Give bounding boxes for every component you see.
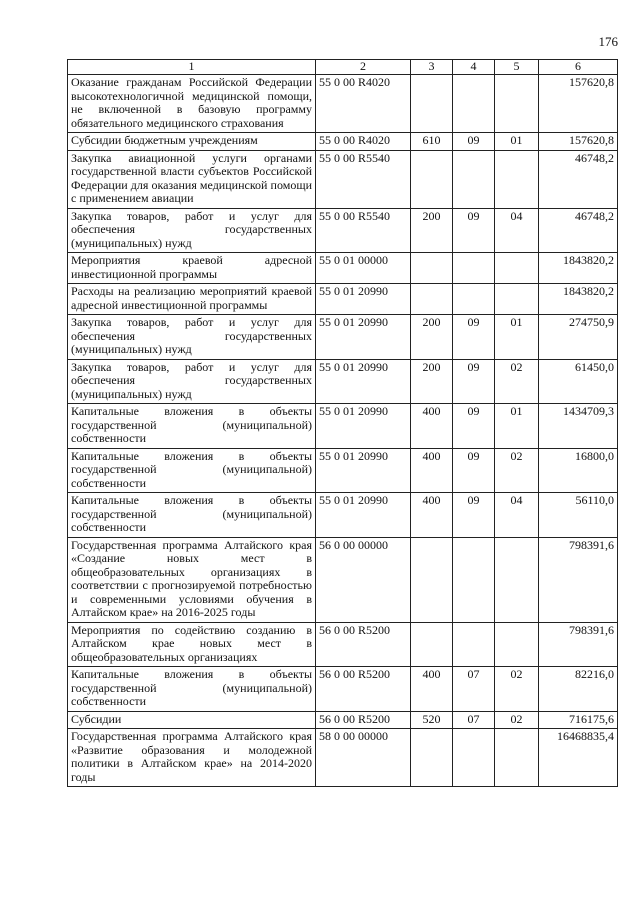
row-amount-cell: 1843820,2 [539, 253, 618, 284]
row-expense-type-cell: 200 [411, 208, 453, 253]
row-amount-cell: 798391,6 [539, 622, 618, 667]
row-code-cell: 56 0 00 00000 [316, 537, 411, 622]
row-name-cell: Государственная программа Алтайского края «Развитие образования и молодежной политики в Алтайском крае» на 2014-2020 годы [68, 729, 316, 787]
table-row [68, 404, 618, 449]
row-section-cell: 07 [453, 667, 495, 712]
row-subsection-cell: 01 [495, 133, 539, 151]
row-code-cell: 55 0 00 R5540 [316, 150, 411, 208]
row-expense-type-cell [411, 729, 453, 787]
table-row [68, 711, 618, 729]
table-row [68, 253, 618, 284]
row-name-cell: Мероприятия по содействию созданию в Алтайском крае новых мест в общеобразовательных организациях [68, 622, 316, 667]
row-amount-cell: 274750,9 [539, 315, 618, 360]
row-section-cell [453, 75, 495, 133]
column-header: 2 [316, 60, 411, 75]
column-header: 1 [68, 60, 316, 75]
table-row [68, 493, 618, 538]
row-amount-cell: 61450,0 [539, 359, 618, 404]
row-expense-type-cell: 200 [411, 359, 453, 404]
row-code-cell: 55 0 00 R5540 [316, 208, 411, 253]
row-section-cell [453, 284, 495, 315]
row-name-cell: Закупка товаров, работ и услуг для обеспечения государственных (муниципальных) нужд [68, 315, 316, 360]
row-subsection-cell [495, 537, 539, 622]
table-row [68, 133, 618, 151]
budget-table [67, 59, 618, 787]
row-expense-type-cell: 610 [411, 133, 453, 151]
row-code-cell: 55 0 01 20990 [316, 448, 411, 493]
row-subsection-cell: 04 [495, 493, 539, 538]
row-name-cell: Субсидии [68, 711, 316, 729]
row-name-cell: Капитальные вложения в объекты государственной (муниципальной) собственности [68, 493, 316, 538]
row-amount-cell: 16800,0 [539, 448, 618, 493]
column-header: 3 [411, 60, 453, 75]
row-section-cell: 09 [453, 208, 495, 253]
table-row [68, 150, 618, 208]
row-code-cell: 55 0 00 R4020 [316, 133, 411, 151]
row-code-cell: 55 0 01 20990 [316, 493, 411, 538]
row-subsection-cell [495, 729, 539, 787]
row-section-cell: 09 [453, 315, 495, 360]
row-expense-type-cell [411, 284, 453, 315]
row-name-cell: Капитальные вложения в объекты государственной (муниципальной) собственности [68, 448, 316, 493]
row-expense-type-cell [411, 622, 453, 667]
row-code-cell: 56 0 00 R5200 [316, 622, 411, 667]
row-subsection-cell [495, 75, 539, 133]
row-subsection-cell [495, 253, 539, 284]
row-section-cell: 09 [453, 133, 495, 151]
row-subsection-cell [495, 284, 539, 315]
row-expense-type-cell: 400 [411, 493, 453, 538]
row-subsection-cell: 02 [495, 448, 539, 493]
row-expense-type-cell [411, 253, 453, 284]
row-code-cell: 56 0 00 R5200 [316, 667, 411, 712]
table-row [68, 359, 618, 404]
row-expense-type-cell: 400 [411, 448, 453, 493]
row-amount-cell: 16468835,4 [539, 729, 618, 787]
row-subsection-cell: 01 [495, 315, 539, 360]
table-row [68, 448, 618, 493]
row-amount-cell: 82216,0 [539, 667, 618, 712]
row-amount-cell: 56110,0 [539, 493, 618, 538]
page-number: 176 [598, 34, 618, 49]
row-amount-cell: 1434709,3 [539, 404, 618, 449]
row-code-cell: 55 0 01 20990 [316, 315, 411, 360]
row-code-cell: 56 0 00 R5200 [316, 711, 411, 729]
row-expense-type-cell: 400 [411, 667, 453, 712]
row-name-cell: Расходы на реализацию мероприятий краевой адресной инвестиционной программы [68, 284, 316, 315]
row-name-cell: Закупка товаров, работ и услуг для обеспечения государственных (муниципальных) нужд [68, 208, 316, 253]
row-name-cell: Государственная программа Алтайского края «Создание новых мест в общеобразовательных организациях в соответствии с прогнозируемой потребностью и современными условиями обучения в Алтайском крае» на 2016-2025 годы [68, 537, 316, 622]
row-code-cell: 55 0 00 R4020 [316, 75, 411, 133]
row-amount-cell: 46748,2 [539, 150, 618, 208]
table-row [68, 75, 618, 133]
row-section-cell [453, 253, 495, 284]
row-subsection-cell: 02 [495, 711, 539, 729]
row-subsection-cell [495, 622, 539, 667]
row-name-cell: Закупка товаров, работ и услуг для обеспечения государственных (муниципальных) нужд [68, 359, 316, 404]
row-name-cell: Закупка авиационной услуги органами государственной власти субъектов Российской Федерации для оказания медицинской помощи с применением авиации [68, 150, 316, 208]
table-header-row [68, 60, 618, 75]
row-expense-type-cell: 400 [411, 404, 453, 449]
column-header: 6 [539, 60, 618, 75]
row-expense-type-cell [411, 150, 453, 208]
row-name-cell: Субсидии бюджетным учреждениям [68, 133, 316, 151]
row-section-cell: 09 [453, 448, 495, 493]
row-section-cell [453, 622, 495, 667]
table-row [68, 315, 618, 360]
table-row [68, 208, 618, 253]
row-section-cell [453, 150, 495, 208]
row-expense-type-cell: 200 [411, 315, 453, 360]
row-amount-cell: 46748,2 [539, 208, 618, 253]
row-section-cell: 07 [453, 711, 495, 729]
row-name-cell: Капитальные вложения в объекты государственной (муниципальной) собственности [68, 404, 316, 449]
row-section-cell: 09 [453, 359, 495, 404]
row-expense-type-cell [411, 537, 453, 622]
table-row [68, 667, 618, 712]
row-subsection-cell: 02 [495, 359, 539, 404]
table-row [68, 284, 618, 315]
row-name-cell: Мероприятия краевой адресной инвестиционной программы [68, 253, 316, 284]
row-section-cell: 09 [453, 493, 495, 538]
row-subsection-cell: 02 [495, 667, 539, 712]
row-amount-cell: 157620,8 [539, 133, 618, 151]
row-amount-cell: 798391,6 [539, 537, 618, 622]
row-code-cell: 55 0 01 20990 [316, 284, 411, 315]
row-subsection-cell: 04 [495, 208, 539, 253]
row-name-cell: Капитальные вложения в объекты государственной (муниципальной) собственности [68, 667, 316, 712]
row-subsection-cell [495, 150, 539, 208]
row-amount-cell: 1843820,2 [539, 284, 618, 315]
table-row [68, 729, 618, 787]
row-amount-cell: 157620,8 [539, 75, 618, 133]
row-code-cell: 55 0 01 00000 [316, 253, 411, 284]
row-section-cell [453, 729, 495, 787]
column-header: 4 [453, 60, 495, 75]
row-code-cell: 55 0 01 20990 [316, 359, 411, 404]
row-expense-type-cell [411, 75, 453, 133]
column-header: 5 [495, 60, 539, 75]
row-code-cell: 58 0 00 00000 [316, 729, 411, 787]
row-subsection-cell: 01 [495, 404, 539, 449]
row-section-cell: 09 [453, 404, 495, 449]
row-name-cell: Оказание гражданам Российской Федерации высокотехнологичной медицинской помощи, не включенной в базовую программу обязательного медицинского страхования [68, 75, 316, 133]
table-row [68, 622, 618, 667]
row-expense-type-cell: 520 [411, 711, 453, 729]
row-code-cell: 55 0 01 20990 [316, 404, 411, 449]
row-section-cell [453, 537, 495, 622]
table-row [68, 537, 618, 622]
row-amount-cell: 716175,6 [539, 711, 618, 729]
